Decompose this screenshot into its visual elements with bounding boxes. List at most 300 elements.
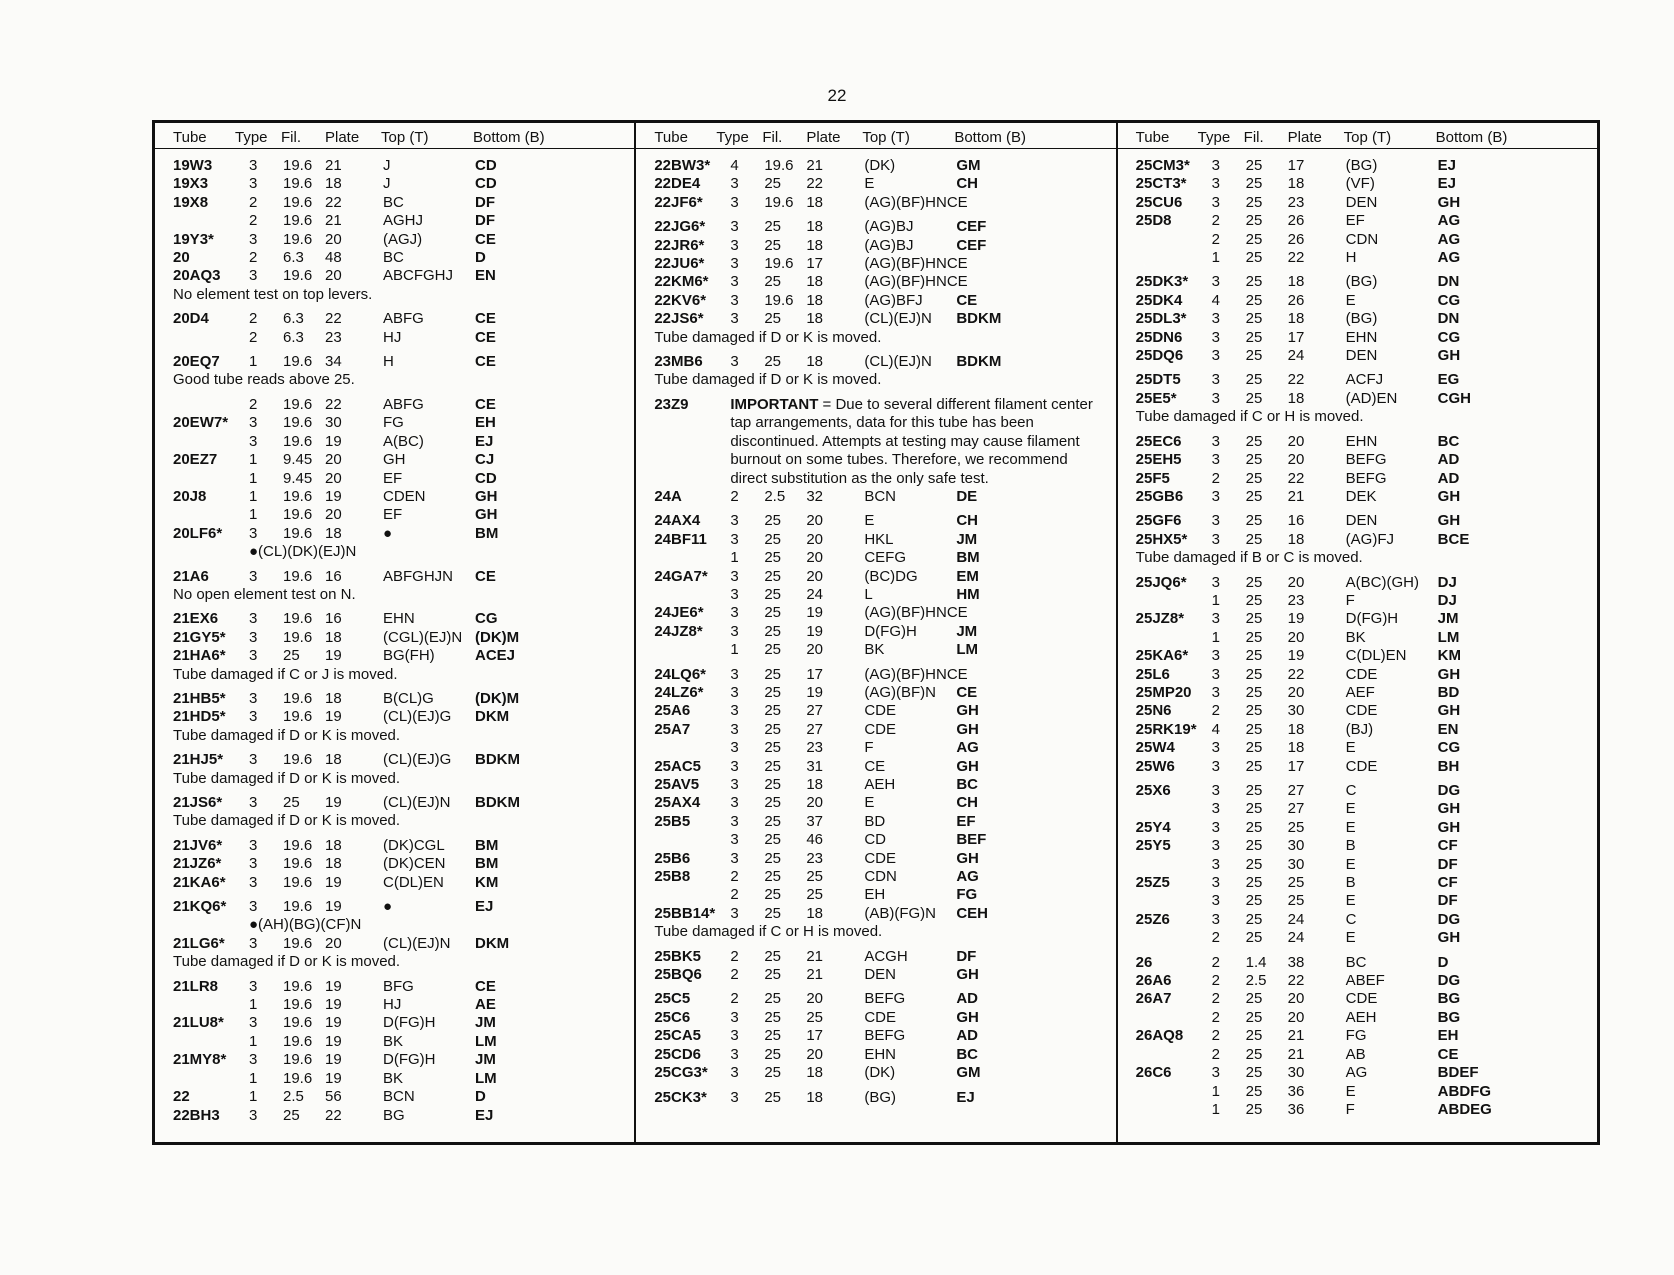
table-row xyxy=(1136,592,1587,610)
fil-value: 25 xyxy=(1245,328,1263,346)
plate-value: 21 xyxy=(806,157,824,174)
table-row xyxy=(1136,911,1587,929)
bottom-value: BH xyxy=(1437,757,1460,775)
tube-id: 25E5* xyxy=(1135,389,1177,407)
table-row xyxy=(654,905,1105,923)
tube-id: 20LF6* xyxy=(173,524,223,542)
plate-value: 19 xyxy=(325,487,342,505)
fil-value: 25 xyxy=(1245,212,1263,230)
table-row xyxy=(173,708,624,726)
bottom-value: CG xyxy=(1437,739,1461,757)
fil-value: 9.45 xyxy=(283,451,313,469)
table-subnote: ●(AH)(BG)(CF)N xyxy=(249,916,362,934)
table-note: Tube damaged if D or K is moved. xyxy=(173,812,401,830)
plate-value: 21 xyxy=(1287,1027,1305,1045)
top-value: E xyxy=(1345,818,1356,836)
plate-value: 19 xyxy=(325,1014,342,1032)
table-row xyxy=(173,935,624,953)
tube-id: 25DL3* xyxy=(1135,310,1187,328)
tube-id: 25CG3* xyxy=(654,1064,708,1082)
type-value: 2 xyxy=(1211,702,1220,720)
top-value: D(FG)H xyxy=(383,1014,436,1032)
fil-value: 25 xyxy=(1245,469,1263,487)
tube-id xyxy=(1136,629,1212,647)
table-row xyxy=(1136,194,1587,212)
type-value: 3 xyxy=(730,776,739,793)
top-value: (AG)FJ xyxy=(1345,530,1394,548)
table-row xyxy=(654,1064,1105,1082)
tube-id: 22JR6* xyxy=(654,236,705,254)
tube-id xyxy=(1136,929,1212,947)
tube-id: 25DK3* xyxy=(1135,273,1189,291)
bottom-value: FG xyxy=(956,886,978,904)
fil-value: 25 xyxy=(1245,1100,1263,1118)
tube-id: 25EH5 xyxy=(1135,451,1182,469)
top-value: EF xyxy=(383,506,403,524)
bottom-value: GH xyxy=(475,487,498,505)
fil-value: 25 xyxy=(1245,702,1263,720)
top-value: A(BC)(GH) xyxy=(1345,573,1419,591)
table-row xyxy=(1136,1083,1587,1101)
type-value: 3 xyxy=(1211,573,1220,591)
fil-value: 25 xyxy=(764,512,782,530)
tube-id: 25C5 xyxy=(654,990,691,1008)
fil-value: 25 xyxy=(1245,818,1263,836)
type-value: 2 xyxy=(249,249,258,267)
bottom-value: CF xyxy=(1437,837,1458,855)
bottom-value: AD xyxy=(956,990,978,1008)
fil-value: 25 xyxy=(764,530,782,548)
top-value: (AGJ) xyxy=(383,230,423,248)
tube-id: 24LZ6* xyxy=(654,683,704,701)
tube-id: 25DT5 xyxy=(1135,371,1181,389)
bottom-value: ACEJ xyxy=(475,647,516,665)
bottom-value: KM xyxy=(1437,647,1461,665)
plate-value: 27 xyxy=(1287,800,1305,818)
fil-value: 25 xyxy=(764,665,782,683)
tube-id: 25N6 xyxy=(1135,702,1172,720)
fil-value: 19.6 xyxy=(283,898,313,916)
column-header-label: Fil. xyxy=(762,129,783,146)
bottom-value xyxy=(956,273,1105,291)
top-value: (AG)(BF)HNCE xyxy=(864,665,968,683)
table-row xyxy=(654,1089,1105,1107)
table-row xyxy=(173,353,624,371)
top-value: J xyxy=(383,157,391,174)
fil-value: 19.6 xyxy=(283,977,313,995)
bottom-value: EN xyxy=(475,267,496,285)
top-value: BFG xyxy=(383,977,414,995)
tube-id xyxy=(1136,231,1212,249)
fil-value: 19.6 xyxy=(283,996,313,1014)
top-value: (DK) xyxy=(864,157,896,174)
plate-value: 20 xyxy=(325,451,342,469)
fil-value: 25 xyxy=(1245,389,1263,407)
top-value: (AG)(BF)HNCE xyxy=(864,604,968,622)
bottom-value: EH xyxy=(475,414,496,432)
plate-value: 22 xyxy=(1287,371,1305,389)
top-value: CE xyxy=(864,757,886,775)
fil-value: 25 xyxy=(1245,837,1263,855)
plate-value: 20 xyxy=(806,549,824,567)
tube-id: 24BF11 xyxy=(654,530,707,548)
table-row xyxy=(173,470,624,488)
top-value: EF xyxy=(1345,212,1365,230)
bottom-value: ABDEG xyxy=(1437,1100,1492,1118)
top-value: BK xyxy=(1345,628,1366,646)
bottom-value: CE xyxy=(1437,1045,1459,1063)
tube-id: 25RK19* xyxy=(1135,720,1197,738)
plate-value: 19 xyxy=(325,708,342,726)
table-row xyxy=(654,218,1105,236)
type-value: 3 xyxy=(1211,175,1220,193)
tube-id: 25HX5* xyxy=(1135,530,1188,548)
tube-id: 26AQ8 xyxy=(1135,1027,1184,1045)
table-row xyxy=(654,739,1105,757)
type-value: 3 xyxy=(730,273,739,291)
type-value: 4 xyxy=(1211,291,1220,309)
plate-value: 21 xyxy=(806,966,824,984)
bottom-value: EJ xyxy=(475,1106,494,1124)
tube-id: 25Y5 xyxy=(1135,837,1171,855)
tube-id: 20EW7* xyxy=(173,414,229,432)
table-row xyxy=(1136,310,1587,328)
plate-value: 30 xyxy=(1287,702,1305,720)
fil-value: 9.45 xyxy=(283,469,313,487)
table-row xyxy=(173,329,624,347)
column-header-label: Tube xyxy=(1135,129,1170,146)
fil-value: 25 xyxy=(1245,782,1263,799)
fil-value: 25 xyxy=(764,1045,782,1063)
tube-id: 21HB5* xyxy=(173,689,226,707)
table-row xyxy=(1136,390,1587,408)
plate-value: 25 xyxy=(1287,892,1305,910)
table-row xyxy=(654,604,1105,622)
type-value: 1 xyxy=(1211,1082,1220,1100)
type-value: 3 xyxy=(249,873,258,891)
top-value: F xyxy=(1345,1100,1355,1118)
tube-id: 24JE6* xyxy=(654,604,704,622)
tube-id: 21LR8 xyxy=(173,977,219,995)
type-value: 3 xyxy=(730,567,739,585)
type-value: 1 xyxy=(249,1032,258,1050)
plate-value: 20 xyxy=(325,469,342,487)
plate-value: 32 xyxy=(806,487,824,505)
fil-value: 19.6 xyxy=(283,1051,313,1069)
bottom-value: JM xyxy=(956,530,978,548)
type-value: 3 xyxy=(730,255,739,273)
plate-value: 18 xyxy=(806,236,824,254)
top-value: BK xyxy=(383,1032,404,1050)
type-value: 2 xyxy=(249,212,258,230)
top-value: CDE xyxy=(1345,665,1378,683)
fil-value: 2.5 xyxy=(764,487,786,505)
type-value: 2 xyxy=(249,310,258,328)
fil-value: 25 xyxy=(1245,347,1263,365)
table-row xyxy=(654,850,1105,868)
fil-value: 25 xyxy=(764,353,782,371)
type-value: 3 xyxy=(249,567,258,585)
fil-value: 25 xyxy=(1245,1008,1263,1026)
tube-id: 22KM6* xyxy=(654,273,709,291)
tube-id: 21HJ5* xyxy=(173,751,224,769)
bottom-value: CD xyxy=(475,175,497,193)
plate-value: 20 xyxy=(806,567,824,585)
column-header-label: Tube xyxy=(654,129,688,146)
tube-id xyxy=(173,212,249,230)
table-row xyxy=(654,549,1105,567)
table-row xyxy=(1136,212,1587,230)
tube-id: 25DN6 xyxy=(1135,328,1183,346)
top-value: HJ xyxy=(383,996,402,1014)
table-row xyxy=(1136,856,1587,874)
plate-value: 20 xyxy=(806,1045,824,1063)
plate-value: 20 xyxy=(806,512,824,530)
type-value: 3 xyxy=(730,720,739,738)
column-header-label: Type xyxy=(716,129,749,146)
bottom-value: CH xyxy=(956,794,978,812)
bottom-value: BDKM xyxy=(475,794,520,811)
plate-value: 27 xyxy=(1287,782,1305,799)
top-value: (AG)BJ xyxy=(864,218,914,236)
plate-value: 18 xyxy=(806,273,824,291)
table-row xyxy=(1136,819,1587,837)
tube-id xyxy=(1136,1009,1212,1027)
bottom-value: BC xyxy=(956,1045,978,1063)
top-value: (AG)(BF)HNCE xyxy=(864,193,968,211)
fil-value: 19.6 xyxy=(283,524,313,542)
tube-id: 24LQ6* xyxy=(654,665,707,683)
fil-value: 25 xyxy=(764,1027,782,1045)
table-row xyxy=(1136,782,1587,800)
type-value: 1 xyxy=(249,469,258,487)
plate-value: 24 xyxy=(806,585,824,603)
top-value: (BC)DG xyxy=(864,567,918,585)
fil-value: 25 xyxy=(283,794,300,811)
tube-id xyxy=(1136,592,1212,610)
top-value: C(DL)EN xyxy=(383,873,444,891)
plate-value: 18 xyxy=(806,1064,824,1082)
table-row xyxy=(1136,433,1587,451)
top-value: GH xyxy=(383,451,406,469)
table-note: Tube damaged if D or K is moved. xyxy=(173,726,401,744)
top-value: (VF) xyxy=(1345,175,1375,193)
plate-value: 17 xyxy=(806,1027,824,1045)
type-value: 3 xyxy=(1211,647,1220,665)
bottom-value: AG xyxy=(1437,230,1461,248)
table-column-3 xyxy=(1118,123,1597,1142)
table-row xyxy=(1136,1009,1587,1027)
bottom-value: AD xyxy=(1437,451,1460,469)
type-value: 3 xyxy=(730,236,739,254)
bottom-value: JM xyxy=(1437,610,1459,628)
bottom-value: GH xyxy=(956,849,979,867)
fil-value: 19.6 xyxy=(283,193,313,211)
fil-value: 25 xyxy=(1245,874,1263,892)
tube-id xyxy=(173,1033,249,1051)
plate-value: 18 xyxy=(806,291,824,309)
fil-value: 19.6 xyxy=(283,855,313,873)
tube-id xyxy=(1136,1083,1212,1101)
plate-value: 19 xyxy=(806,622,824,640)
fil-value: 19.6 xyxy=(283,487,313,505)
tube-id: 19Y3* xyxy=(173,230,214,248)
top-value: AG xyxy=(1345,1064,1368,1082)
top-value: EHN xyxy=(864,1045,896,1063)
type-value: 2 xyxy=(1211,1008,1220,1026)
bottom-value: BDKM xyxy=(956,353,1002,371)
type-value: 3 xyxy=(730,831,739,849)
table-row xyxy=(173,1107,624,1125)
tube-id: 24GA7* xyxy=(654,567,708,585)
type-value: 1 xyxy=(1211,249,1220,267)
table-row xyxy=(654,666,1105,684)
type-value: 3 xyxy=(1211,818,1220,836)
type-value: 3 xyxy=(730,218,739,236)
bottom-value: AG xyxy=(1437,249,1461,267)
top-value: (DK)CEN xyxy=(383,855,446,873)
bottom-value: GH xyxy=(1437,800,1461,818)
bottom-value: AG xyxy=(956,739,979,757)
top-value: (CL)(EJ)N xyxy=(864,353,932,371)
fil-value: 25 xyxy=(1245,487,1263,505)
bottom-value: EJ xyxy=(475,432,494,450)
plate-value: 20 xyxy=(325,230,342,248)
tube-id xyxy=(1136,1101,1212,1119)
tube-id: 21GY5* xyxy=(173,628,226,646)
table-row xyxy=(654,292,1105,310)
plate-value: 19 xyxy=(325,794,342,811)
bottom-value: EF xyxy=(956,812,976,830)
fil-value: 19.6 xyxy=(764,255,794,273)
top-value: E xyxy=(1345,892,1356,910)
top-value: D(FG)H xyxy=(1345,610,1399,628)
type-value: 3 xyxy=(730,794,739,812)
plate-value: 20 xyxy=(325,267,342,285)
bottom-value: AG xyxy=(956,868,979,886)
table-row xyxy=(173,794,624,812)
type-value: 3 xyxy=(1211,910,1220,928)
tube-id: 20EQ7 xyxy=(173,353,220,371)
plate-value: 20 xyxy=(1287,990,1305,1008)
table-note: Tube damaged if C or H is moved. xyxy=(654,923,883,941)
top-value: ABFGHJN xyxy=(383,567,454,585)
type-value: 3 xyxy=(730,665,739,683)
table-note: No open element test on N. xyxy=(173,585,356,603)
table-row xyxy=(173,1014,624,1032)
fil-value: 6.3 xyxy=(283,249,304,267)
bottom-value: JM xyxy=(475,1051,496,1069)
type-value: 3 xyxy=(249,432,258,450)
top-value: CDE xyxy=(864,849,896,867)
type-value: 3 xyxy=(730,353,739,371)
top-value: CDEN xyxy=(383,487,426,505)
bottom-value: (DK)M xyxy=(475,689,520,707)
table-row xyxy=(1136,1064,1587,1082)
plate-value: 26 xyxy=(1287,291,1305,309)
fil-value: 25 xyxy=(764,720,782,738)
type-value: 3 xyxy=(249,524,258,542)
table-subnote: ●(CL)(DK)(EJ)N xyxy=(249,543,357,561)
table-row xyxy=(1136,629,1587,647)
fil-value: 19.6 xyxy=(283,414,313,432)
bottom-value: DKM xyxy=(475,934,510,952)
plate-value: 18 xyxy=(806,310,824,328)
table-row xyxy=(173,506,624,524)
plate-value: 16 xyxy=(325,610,342,628)
type-value: 3 xyxy=(1211,451,1220,469)
fil-value: 25 xyxy=(1245,1045,1263,1063)
table-row xyxy=(654,488,1105,506)
fil-value: 25 xyxy=(764,757,782,775)
tube-id: 21JS6* xyxy=(173,794,223,811)
bottom-value: DF xyxy=(956,947,977,965)
table-row xyxy=(173,212,624,230)
type-value: 3 xyxy=(730,622,739,640)
tube-id: 21KQ6* xyxy=(173,898,227,916)
type-value: 2 xyxy=(730,947,739,965)
type-value: 3 xyxy=(1211,800,1220,818)
top-value: ABEF xyxy=(1345,972,1385,990)
top-value: ACFJ xyxy=(1345,371,1384,389)
tube-id: 25CA5 xyxy=(654,1027,702,1045)
table-row xyxy=(1136,231,1587,249)
table-row xyxy=(1136,175,1587,193)
plate-value: 19 xyxy=(325,1051,342,1069)
type-value: 1 xyxy=(1211,1100,1220,1118)
table-row xyxy=(654,721,1105,739)
tube-id: 19X8 xyxy=(173,193,209,211)
table-row xyxy=(654,831,1105,849)
plate-value: 19 xyxy=(806,604,824,622)
plate-value: 18 xyxy=(1287,389,1305,407)
fil-value: 25 xyxy=(1245,230,1263,248)
table-row xyxy=(1136,610,1587,628)
top-value: CEFG xyxy=(864,549,906,567)
top-value: DEK xyxy=(1345,487,1377,505)
type-value: 1 xyxy=(249,1088,258,1106)
table-row xyxy=(1136,451,1587,469)
table-row xyxy=(173,267,624,285)
bottom-value: (DK)M xyxy=(475,628,520,646)
tube-id: 20D4 xyxy=(173,310,209,328)
plate-value: 19 xyxy=(325,977,342,995)
bottom-value xyxy=(956,666,1105,684)
table-row xyxy=(1136,758,1587,776)
type-value: 3 xyxy=(1211,610,1220,628)
top-value: CDE xyxy=(1345,990,1378,1008)
top-value: D(FG)H xyxy=(864,622,917,640)
bottom-value: CE xyxy=(956,683,978,701)
bottom-value: JM xyxy=(475,1014,496,1032)
bottom-value: EM xyxy=(956,567,979,585)
fil-value: 19.6 xyxy=(283,628,313,646)
top-value: (CL)(EJ)N xyxy=(383,794,451,811)
bottom-value: GH xyxy=(1437,512,1461,530)
tube-id: 25X6 xyxy=(1135,782,1171,799)
table-row xyxy=(173,898,624,916)
fil-value: 25 xyxy=(1245,157,1263,174)
type-value: 3 xyxy=(730,849,739,867)
bottom-value: CG xyxy=(1437,328,1461,346)
plate-value: 20 xyxy=(806,641,824,659)
top-value: BG xyxy=(383,1106,405,1124)
type-value: 3 xyxy=(730,904,739,922)
top-value: H xyxy=(383,353,394,371)
table-row xyxy=(173,1033,624,1051)
bottom-value: GH xyxy=(956,702,979,720)
bottom-value: D xyxy=(1437,953,1449,971)
